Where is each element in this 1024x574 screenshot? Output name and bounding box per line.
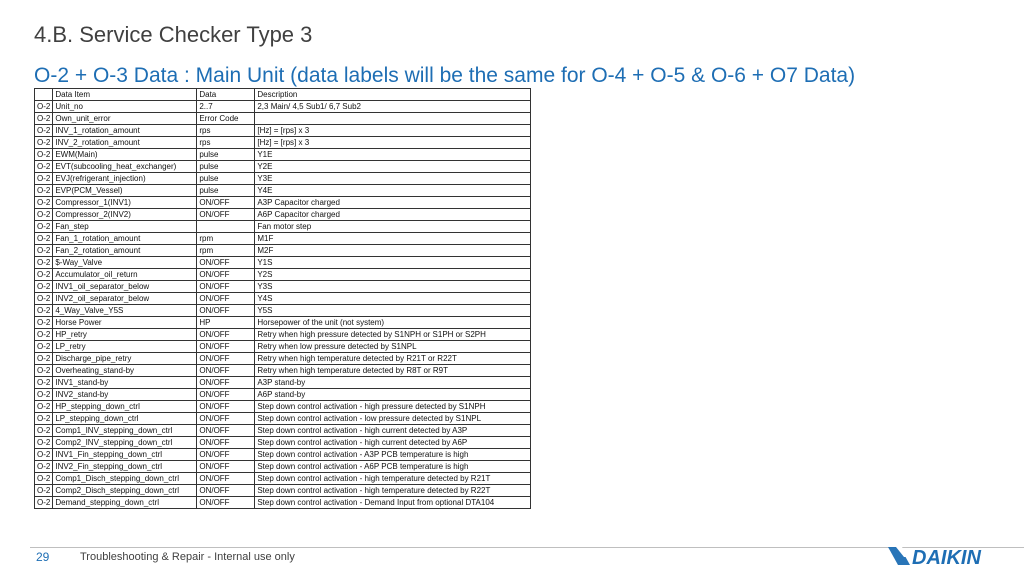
cell-description: Step down control activation - high pressure detected by S1NPH bbox=[255, 401, 531, 413]
table-row bbox=[35, 125, 531, 137]
cell-code: O-2 bbox=[35, 281, 53, 293]
cell-description: Y3E bbox=[255, 173, 531, 185]
table-row bbox=[35, 281, 531, 293]
cell-data: ON/OFF bbox=[197, 197, 255, 209]
cell-code: O-2 bbox=[35, 113, 53, 125]
cell-data-item: EWM(Main) bbox=[53, 149, 197, 161]
table-row bbox=[35, 437, 531, 449]
cell-description: Y4S bbox=[255, 293, 531, 305]
cell-data-item: INV2_stand-by bbox=[53, 389, 197, 401]
cell-data-item: EVP(PCM_Vessel) bbox=[53, 185, 197, 197]
cell-description: Retry when high pressure detected by S1NPH or S1PH or S2PH bbox=[255, 329, 531, 341]
cell-data-item: Comp1_INV_stepping_down_ctrl bbox=[53, 425, 197, 437]
cell-data: pulse bbox=[197, 185, 255, 197]
table-row bbox=[35, 221, 531, 233]
table-row bbox=[35, 305, 531, 317]
cell-description: Y1S bbox=[255, 257, 531, 269]
table-row bbox=[35, 485, 531, 497]
cell-data: ON/OFF bbox=[197, 389, 255, 401]
cell-data: ON/OFF bbox=[197, 377, 255, 389]
cell-data: ON/OFF bbox=[197, 473, 255, 485]
cell-data: rps bbox=[197, 125, 255, 137]
cell-data-item: INV1_Fin_stepping_down_ctrl bbox=[53, 449, 197, 461]
cell-data: pulse bbox=[197, 161, 255, 173]
cell-data: ON/OFF bbox=[197, 269, 255, 281]
cell-data-item: INV_2_rotation_amount bbox=[53, 137, 197, 149]
cell-description bbox=[255, 113, 531, 125]
table-row bbox=[35, 209, 531, 221]
cell-data: ON/OFF bbox=[197, 425, 255, 437]
cell-code: O-2 bbox=[35, 137, 53, 149]
cell-code: O-2 bbox=[35, 317, 53, 329]
cell-data: ON/OFF bbox=[197, 293, 255, 305]
table-row bbox=[35, 365, 531, 377]
cell-description: [Hz] = [rps] x 3 bbox=[255, 137, 531, 149]
table-row bbox=[35, 101, 531, 113]
cell-data-item: Demand_stepping_down_ctrl bbox=[53, 497, 197, 509]
cell-description: Y2E bbox=[255, 161, 531, 173]
cell-description: M2F bbox=[255, 245, 531, 257]
cell-code: O-2 bbox=[35, 125, 53, 137]
cell-data: ON/OFF bbox=[197, 329, 255, 341]
cell-data-item: INV1_stand-by bbox=[53, 377, 197, 389]
cell-code: O-2 bbox=[35, 293, 53, 305]
cell-data-item: LP_retry bbox=[53, 341, 197, 353]
table-row bbox=[35, 161, 531, 173]
table-row bbox=[35, 461, 531, 473]
cell-data-item: HP_retry bbox=[53, 329, 197, 341]
cell-description: Step down control activation - A6P PCB temperature is high bbox=[255, 461, 531, 473]
table-row bbox=[35, 449, 531, 461]
cell-code: O-2 bbox=[35, 449, 53, 461]
cell-data-item: Compressor_1(INV1) bbox=[53, 197, 197, 209]
table-row bbox=[35, 245, 531, 257]
cell-code: O-2 bbox=[35, 497, 53, 509]
cell-description: 2,3 Main/ 4,5 Sub1/ 6,7 Sub2 bbox=[255, 101, 531, 113]
cell-code: O-2 bbox=[35, 389, 53, 401]
page-number: 29 bbox=[36, 550, 50, 564]
cell-data-item: $-Way_Valve bbox=[53, 257, 197, 269]
cell-data-item: Fan_1_rotation_amount bbox=[53, 233, 197, 245]
cell-data: ON/OFF bbox=[197, 341, 255, 353]
table-row bbox=[35, 413, 531, 425]
cell-data-item: LP_stepping_down_ctrl bbox=[53, 413, 197, 425]
cell-description: Step down control activation - high current detected by A6P bbox=[255, 437, 531, 449]
cell-code: O-2 bbox=[35, 485, 53, 497]
cell-data-item: Own_unit_error bbox=[53, 113, 197, 125]
cell-data-item: Unit_no bbox=[53, 101, 197, 113]
cell-description: Y1E bbox=[255, 149, 531, 161]
cell-description: Step down control activation - high temperature detected by R22T bbox=[255, 485, 531, 497]
cell-code: O-2 bbox=[35, 233, 53, 245]
cell-code: O-2 bbox=[35, 353, 53, 365]
cell-code: O-2 bbox=[35, 173, 53, 185]
cell-description: Y2S bbox=[255, 269, 531, 281]
cell-description: Retry when low pressure detected by S1NPL bbox=[255, 341, 531, 353]
cell-data: ON/OFF bbox=[197, 353, 255, 365]
cell-data-item: INV_1_rotation_amount bbox=[53, 125, 197, 137]
slide-title: 4.B. Service Checker Type 3 bbox=[34, 22, 313, 47]
cell-data-item: Comp1_Disch_stepping_down_ctrl bbox=[53, 473, 197, 485]
cell-description: Y3S bbox=[255, 281, 531, 293]
cell-description: Retry when high temperature detected by R21T or R22T bbox=[255, 353, 531, 365]
table-row bbox=[35, 401, 531, 413]
cell-code: O-2 bbox=[35, 185, 53, 197]
cell-data-item: INV2_Fin_stepping_down_ctrl bbox=[53, 461, 197, 473]
table-row bbox=[35, 497, 531, 509]
table-row bbox=[35, 137, 531, 149]
table-body bbox=[35, 101, 531, 509]
cell-description: Step down control activation - high temperature detected by R21T bbox=[255, 473, 531, 485]
cell-code: O-2 bbox=[35, 365, 53, 377]
table-row bbox=[35, 113, 531, 125]
cell-description: A3P Capacitor charged bbox=[255, 197, 531, 209]
cell-data: Error Code bbox=[197, 113, 255, 125]
cell-data: ON/OFF bbox=[197, 305, 255, 317]
table-row bbox=[35, 257, 531, 269]
cell-data-item: EVJ(refrigerant_injection) bbox=[53, 173, 197, 185]
cell-data: ON/OFF bbox=[197, 365, 255, 377]
table-row bbox=[35, 473, 531, 485]
table-row bbox=[35, 293, 531, 305]
cell-code: O-2 bbox=[35, 377, 53, 389]
table-row bbox=[35, 377, 531, 389]
table-row bbox=[35, 197, 531, 209]
cell-description: Horsepower of the unit (not system) bbox=[255, 317, 531, 329]
cell-data: ON/OFF bbox=[197, 281, 255, 293]
footer-divider bbox=[30, 547, 1024, 548]
table-row bbox=[35, 173, 531, 185]
cell-description: Fan motor step bbox=[255, 221, 531, 233]
cell-description: Step down control activation - Demand Input from optional DTA104 bbox=[255, 497, 531, 509]
cell-data-item: Accumulator_oil_return bbox=[53, 269, 197, 281]
cell-data: ON/OFF bbox=[197, 485, 255, 497]
cell-description: Step down control activation - low pressure detected by S1NPL bbox=[255, 413, 531, 425]
cell-data: rpm bbox=[197, 233, 255, 245]
table-row bbox=[35, 353, 531, 365]
cell-data-item: Fan_step bbox=[53, 221, 197, 233]
cell-data bbox=[197, 221, 255, 233]
cell-data: rps bbox=[197, 137, 255, 149]
cell-data: 2..7 bbox=[197, 101, 255, 113]
cell-description: Retry when high temperature detected by R8T or R9T bbox=[255, 365, 531, 377]
cell-data: pulse bbox=[197, 173, 255, 185]
cell-code: O-2 bbox=[35, 413, 53, 425]
cell-code: O-2 bbox=[35, 221, 53, 233]
cell-code: O-2 bbox=[35, 329, 53, 341]
cell-description: Step down control activation - high current detected by A3P bbox=[255, 425, 531, 437]
cell-data-item: Horse Power bbox=[53, 317, 197, 329]
cell-data-item: Fan_2_rotation_amount bbox=[53, 245, 197, 257]
cell-data: HP bbox=[197, 317, 255, 329]
cell-description: M1F bbox=[255, 233, 531, 245]
cell-description: A6P Capacitor charged bbox=[255, 209, 531, 221]
logo-wordmark: DAIKIN bbox=[912, 547, 981, 569]
cell-code: O-2 bbox=[35, 341, 53, 353]
cell-data-item: EVT(subcooling_heat_exchanger) bbox=[53, 161, 197, 173]
footer-text: Troubleshooting & Repair - Internal use only bbox=[80, 551, 295, 563]
header-data-item: Data Item bbox=[53, 89, 197, 101]
cell-code: O-2 bbox=[35, 161, 53, 173]
cell-code: O-2 bbox=[35, 257, 53, 269]
table-row bbox=[35, 389, 531, 401]
cell-description: [Hz] = [rps] x 3 bbox=[255, 125, 531, 137]
cell-code: O-2 bbox=[35, 461, 53, 473]
table-row bbox=[35, 185, 531, 197]
table-row bbox=[35, 149, 531, 161]
slide-subtitle: O-2 + O-3 Data : Main Unit (data labels will be the same for O-4 + O-5 & O-6 + O7 Data) bbox=[34, 64, 856, 87]
table-row bbox=[35, 233, 531, 245]
table-row bbox=[35, 269, 531, 281]
cell-data-item: 4_Way_Valve_Y5S bbox=[53, 305, 197, 317]
cell-data: pulse bbox=[197, 149, 255, 161]
header-description: Description bbox=[255, 89, 531, 101]
cell-data-item: Comp2_INV_stepping_down_ctrl bbox=[53, 437, 197, 449]
cell-data-item: HP_stepping_down_ctrl bbox=[53, 401, 197, 413]
cell-data-item: Discharge_pipe_retry bbox=[53, 353, 197, 365]
cell-code: O-2 bbox=[35, 269, 53, 281]
cell-data: ON/OFF bbox=[197, 257, 255, 269]
table-header-row bbox=[35, 89, 531, 101]
cell-data: ON/OFF bbox=[197, 437, 255, 449]
cell-data: ON/OFF bbox=[197, 461, 255, 473]
table-row bbox=[35, 317, 531, 329]
cell-code: O-2 bbox=[35, 437, 53, 449]
cell-data-item: Comp2_Disch_stepping_down_ctrl bbox=[53, 485, 197, 497]
cell-data: rpm bbox=[197, 245, 255, 257]
cell-data-item: INV1_oil_separator_below bbox=[53, 281, 197, 293]
cell-code: O-2 bbox=[35, 197, 53, 209]
cell-description: Y4E bbox=[255, 185, 531, 197]
table-row bbox=[35, 341, 531, 353]
cell-description: Step down control activation - A3P PCB temperature is high bbox=[255, 449, 531, 461]
header-code bbox=[35, 89, 53, 101]
cell-code: O-2 bbox=[35, 245, 53, 257]
service-checker-table bbox=[34, 88, 531, 509]
cell-data: ON/OFF bbox=[197, 209, 255, 221]
cell-code: O-2 bbox=[35, 209, 53, 221]
cell-code: O-2 bbox=[35, 401, 53, 413]
cell-data: ON/OFF bbox=[197, 401, 255, 413]
cell-code: O-2 bbox=[35, 305, 53, 317]
cell-data: ON/OFF bbox=[197, 449, 255, 461]
cell-description: Y5S bbox=[255, 305, 531, 317]
cell-data: ON/OFF bbox=[197, 413, 255, 425]
table-row bbox=[35, 329, 531, 341]
cell-code: O-2 bbox=[35, 425, 53, 437]
cell-description: A6P stand-by bbox=[255, 389, 531, 401]
cell-code: O-2 bbox=[35, 149, 53, 161]
cell-code: O-2 bbox=[35, 101, 53, 113]
cell-description: A3P stand-by bbox=[255, 377, 531, 389]
table-row bbox=[35, 425, 531, 437]
cell-data: ON/OFF bbox=[197, 497, 255, 509]
cell-data-item: INV2_oil_separator_below bbox=[53, 293, 197, 305]
daikin-logo bbox=[888, 543, 1000, 569]
cell-code: O-2 bbox=[35, 473, 53, 485]
header-data: Data bbox=[197, 89, 255, 101]
cell-data-item: Overheating_stand-by bbox=[53, 365, 197, 377]
cell-data-item: Compressor_2(INV2) bbox=[53, 209, 197, 221]
